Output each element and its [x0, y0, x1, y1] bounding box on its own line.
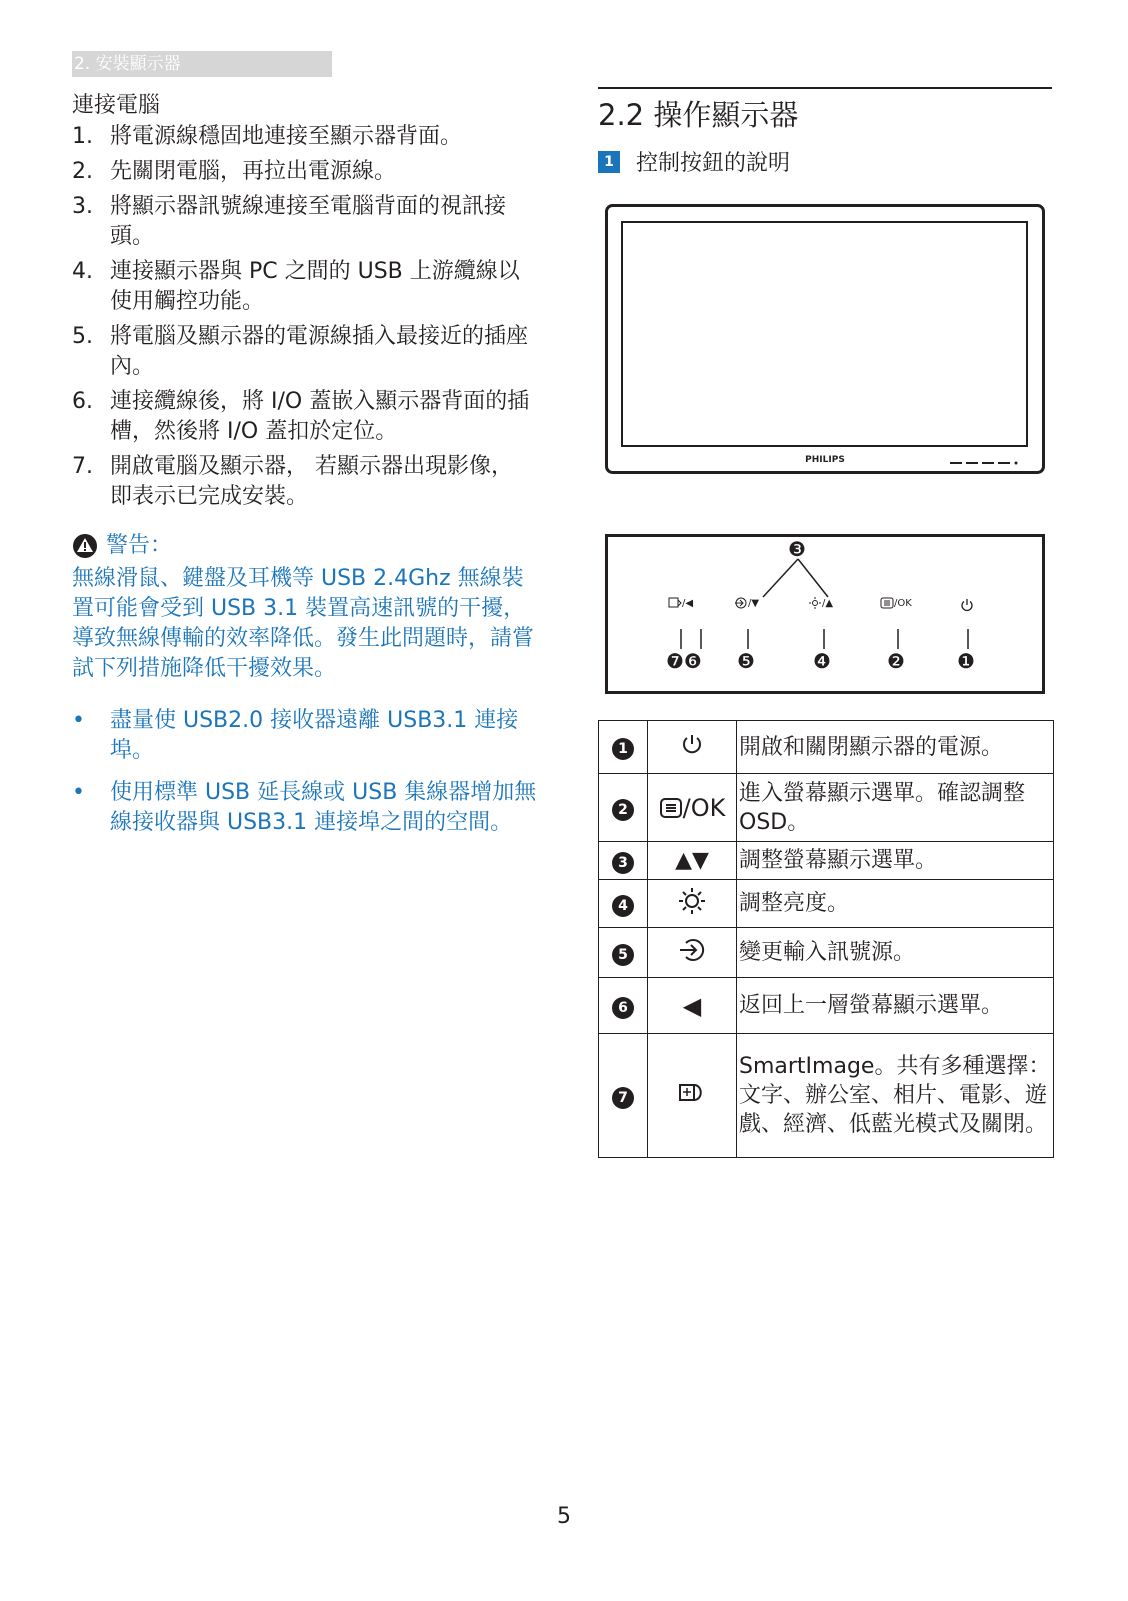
step-text: 先關閉電腦，再拉出電源線。 — [110, 159, 397, 184]
list-item — [72, 257, 532, 317]
sub-number-badge: 1 — [598, 151, 620, 173]
power-icon — [960, 598, 974, 612]
row-number: 2 — [599, 774, 648, 842]
callout-2: ❷ — [887, 649, 905, 673]
bullet-text: 使用標準 USB 延長線或 USB 集線器增加無線接收器與 USB3.1 連接埠之間的空間。 — [110, 780, 537, 835]
back-icon: ◀ — [648, 978, 737, 1034]
row-icon-cell — [648, 721, 737, 774]
input-icon — [677, 937, 707, 963]
row-icon-cell — [648, 928, 737, 978]
menu-icon — [659, 797, 683, 819]
control-panel-diagram — [605, 534, 1045, 694]
row-icon-cell — [648, 880, 737, 928]
power-icon — [680, 732, 704, 756]
row-number: 6 — [599, 978, 648, 1034]
warning-icon — [72, 533, 98, 559]
list-item — [72, 778, 542, 838]
brightness-icon — [808, 597, 822, 609]
table-row — [599, 928, 1054, 978]
list-item — [72, 387, 532, 447]
step-number: 2. — [72, 159, 93, 184]
subtitle: 連接電腦 — [72, 93, 161, 118]
row-number: 5 — [599, 928, 648, 978]
table-row — [599, 774, 1054, 842]
sub-title: 控制按鈕的說明 — [636, 151, 791, 176]
list-item — [72, 706, 542, 766]
monitor-brand: PHILIPS — [805, 455, 845, 465]
step-number: 7. — [72, 454, 93, 479]
row-number: 7 — [599, 1034, 648, 1158]
step-text: 將電腦及顯示器的電源線插入最接近的插座內。 — [110, 324, 529, 379]
warning-bullets — [72, 706, 542, 838]
row-description: 進入螢幕顯示選單。確認調整 OSD。 — [737, 774, 1054, 842]
step-text: 將電源線穩固地連接至顯示器背面。 — [110, 124, 463, 149]
table-row — [599, 1034, 1054, 1158]
step-number: 1. — [72, 124, 93, 149]
panel-btn-brightness — [808, 597, 833, 609]
callout-3: ❸ — [788, 537, 806, 561]
steps-list — [72, 122, 532, 517]
warning-box — [72, 531, 542, 850]
list-item — [72, 157, 532, 187]
row-description: 調整亮度。 — [737, 880, 1054, 928]
smartimage-icon — [668, 597, 682, 609]
row-description: 開啟和關閉顯示器的電源。 — [737, 721, 1054, 774]
panel-label: /◀ — [682, 597, 694, 609]
monitor-illustration — [605, 204, 1045, 474]
up-down-icon: ▲▼ — [648, 842, 737, 880]
icon-text: /OK — [682, 793, 726, 822]
panel-btn-smartimage — [668, 597, 693, 609]
bullet-icon: • — [72, 780, 85, 805]
smartimage-icon — [677, 1080, 707, 1106]
row-number: 3 — [599, 842, 648, 880]
row-icon-cell — [648, 774, 737, 842]
section-title: 2.2 操作顯示器 — [598, 87, 1052, 134]
panel-label: /▲ — [822, 597, 834, 609]
panel-label: /▼ — [748, 597, 760, 609]
panel-btn-menu — [880, 597, 912, 609]
panel-label: /OK — [894, 597, 912, 609]
list-item — [72, 322, 532, 382]
panel-btn-power — [960, 597, 974, 616]
brightness-icon — [677, 886, 707, 916]
callout-4: ❹ — [813, 649, 831, 673]
bullet-icon: • — [72, 708, 85, 733]
row-description: SmartImage。共有多種選擇：文字、辦公室、相片、電影、遊戲、經濟、低藍光模式及關閉。 — [737, 1034, 1054, 1158]
step-text: 連接纜線後，將 I/O 蓋嵌入顯示器背面的插槽，然後將 I/O 蓋扣於定位。 — [110, 389, 530, 444]
section-tab: 2. 安裝顯示器 — [72, 51, 332, 77]
row-number: 1 — [599, 721, 648, 774]
table-row — [599, 842, 1054, 880]
table-row — [599, 721, 1054, 774]
warning-heading — [72, 531, 542, 561]
row-number: 4 — [599, 880, 648, 928]
step-text: 將顯示器訊號線連接至電腦背面的視訊接頭。 — [110, 194, 507, 249]
list-item — [72, 192, 532, 252]
callout-7-6: ❼❻ — [666, 649, 702, 673]
control-table — [598, 720, 1054, 1158]
step-text: 開啟電腦及顯示器， 若顯示器出現影像，即表示已完成安裝。 — [110, 454, 513, 509]
warning-title: 警告： — [106, 533, 173, 558]
row-description: 返回上一層螢幕顯示選單。 — [737, 978, 1054, 1034]
page-number: 5 — [557, 1504, 571, 1529]
row-description: 調整螢幕顯示選單。 — [737, 842, 1054, 880]
panel-btn-input — [734, 597, 759, 609]
table-row — [599, 978, 1054, 1034]
bullet-text: 盡量使 USB2.0 接收器遠離 USB3.1 連接埠。 — [110, 708, 519, 763]
menu-icon — [880, 597, 894, 609]
callout-1: ❶ — [957, 649, 975, 673]
callout-5: ❺ — [737, 649, 755, 673]
table-row — [599, 880, 1054, 928]
row-description: 變更輸入訊號源。 — [737, 928, 1054, 978]
list-item — [72, 452, 532, 512]
step-text: 連接顯示器與 PC 之間的 USB 上游纜線以使用觸控功能。 — [110, 259, 520, 314]
row-icon-cell — [648, 1034, 737, 1158]
step-number: 5. — [72, 324, 93, 349]
list-item — [72, 122, 532, 152]
step-number: 3. — [72, 194, 93, 219]
input-icon — [734, 597, 748, 609]
warning-body: 無線滑鼠、鍵盤及耳機等 USB 2.4Ghz 無線裝置可能會受到 USB 3.1 裝置高速訊號的干擾，導致無線傳輸的效率降低。發生此問題時，請嘗試下列措施降低干擾效果。 — [72, 566, 535, 681]
step-number: 6. — [72, 389, 93, 414]
sub-heading — [598, 146, 790, 177]
step-number: 4. — [72, 259, 93, 284]
